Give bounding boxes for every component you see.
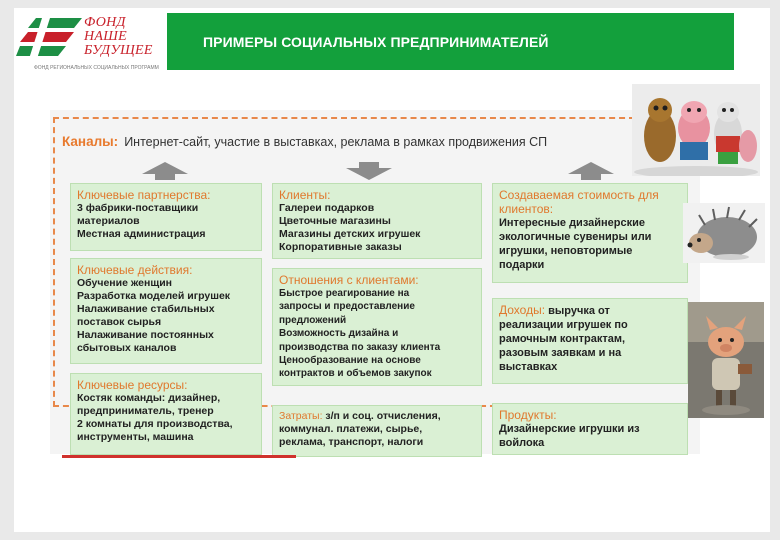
- list-item: войлока: [499, 437, 545, 449]
- logo-line-1: ФОНД: [84, 15, 126, 30]
- list-item: Разработка моделей игрушек: [77, 290, 231, 302]
- felt-hedgehog-photo: [683, 203, 765, 263]
- list-item: подарки: [499, 259, 545, 271]
- key-partners-box: [70, 183, 262, 251]
- list-item: Галереи подарков: [279, 202, 375, 214]
- channels-line: [62, 134, 547, 149]
- logo-tagline: ФОНД РЕГИОНАЛЬНЫХ СОЦИАЛЬНЫХ ПРОГРАММ: [34, 65, 159, 71]
- list-item: выручка от: [548, 305, 610, 317]
- products-box: [492, 403, 688, 455]
- title-bar: [167, 13, 734, 70]
- down-arrow-icon: [346, 162, 392, 180]
- red-accent-line: [62, 455, 296, 458]
- list-item: Костяк команды: дизайнер,: [77, 392, 221, 404]
- list-item: Ценообразование на основе: [279, 355, 421, 367]
- list-item: запросы и предоставление: [279, 301, 415, 313]
- list-item: Интересные дизайнерские: [499, 217, 646, 229]
- revenue-heading: Доходы:: [499, 303, 546, 317]
- list-item: экологичные сувениры или: [499, 231, 652, 243]
- costs-heading: Затраты:: [279, 410, 323, 422]
- list-item: 2 комнаты для производства,: [77, 418, 233, 430]
- customer-relations-box: [272, 268, 482, 386]
- value-heading-line-1: Создаваемая стоимость для: [499, 188, 659, 202]
- list-item: предложений: [279, 314, 347, 326]
- key-partners-heading: Ключевые партнерства:: [77, 188, 211, 202]
- list-item: разовым заявкам и на: [499, 347, 622, 359]
- list-item: Налаживание постоянных: [77, 329, 214, 341]
- costs-box: [272, 405, 482, 457]
- list-item: коммунал. платежи, сырье,: [279, 423, 423, 435]
- felt-pig-toy-photo: [688, 302, 764, 418]
- fund-logo: [16, 14, 159, 76]
- list-item: Быстрое реагирование на: [279, 288, 410, 299]
- key-resources-box: [70, 373, 262, 455]
- list-item: инструменты, машина: [77, 431, 194, 443]
- key-activities-box: [70, 258, 262, 364]
- list-item: реклама, транспорт, налоги: [279, 436, 424, 448]
- list-item: Возможность дизайна и: [279, 328, 399, 340]
- list-item: производства по заказу клиента: [279, 341, 441, 353]
- channels-text: Интернет-сайт, участие в выставках, реклама в рамках продвижения СП: [124, 135, 548, 149]
- list-item: з/п и соц. отчисления,: [325, 410, 441, 422]
- list-item: реализации игрушек по: [499, 319, 628, 331]
- list-item: материалов: [77, 215, 140, 227]
- list-item: сбытовых каналов: [77, 342, 177, 354]
- list-item: Цветочные магазины: [279, 215, 391, 227]
- customer-relations-heading: Отношения с клиентами:: [279, 273, 419, 287]
- products-heading: Продукты:: [499, 408, 557, 422]
- revenue-box: [492, 298, 688, 384]
- up-arrow-icon: [142, 162, 188, 180]
- logo-line-3: БУДУЩЕЕ: [84, 43, 153, 58]
- key-resources-heading: Ключевые ресурсы:: [77, 378, 188, 392]
- list-item: контрактов и объемов закупок: [279, 368, 432, 380]
- list-item: Местная администрация: [77, 228, 206, 240]
- list-item: Корпоративные заказы: [279, 241, 402, 253]
- list-item: Дизайнерские игрушки из: [499, 423, 640, 435]
- key-activities-heading: Ключевые действия:: [77, 263, 193, 277]
- list-item: поставок сырья: [77, 316, 162, 328]
- list-item: Магазины детских игрушек: [279, 228, 421, 240]
- clients-box: [272, 183, 482, 259]
- list-item: Обучение женщин: [77, 277, 172, 289]
- list-item: игрушки, неповторимые: [499, 245, 633, 257]
- list-item: рамочным контрактам,: [499, 333, 626, 345]
- list-item: Налаживание стабильных: [77, 303, 215, 315]
- felt-toys-group-photo: [632, 84, 760, 176]
- logo-line-2: НАШЕ: [84, 29, 128, 44]
- list-item: выставках: [499, 361, 558, 373]
- channels-label: Каналы:: [62, 134, 119, 149]
- list-item: предприниматель, тренер: [77, 405, 214, 417]
- value-heading-line-2: клиентов:: [499, 202, 554, 216]
- page-title: ПРИМЕРЫ СОЦИАЛЬНЫХ ПРЕДПРИНИМАТЕЛЕЙ: [203, 33, 549, 50]
- list-item: 3 фабрики-поставщики: [77, 202, 199, 214]
- up-arrow-icon: [568, 162, 614, 180]
- clients-heading: Клиенты:: [279, 188, 331, 202]
- value-proposition-box: [492, 183, 688, 283]
- logo-mark-icon: [16, 16, 82, 64]
